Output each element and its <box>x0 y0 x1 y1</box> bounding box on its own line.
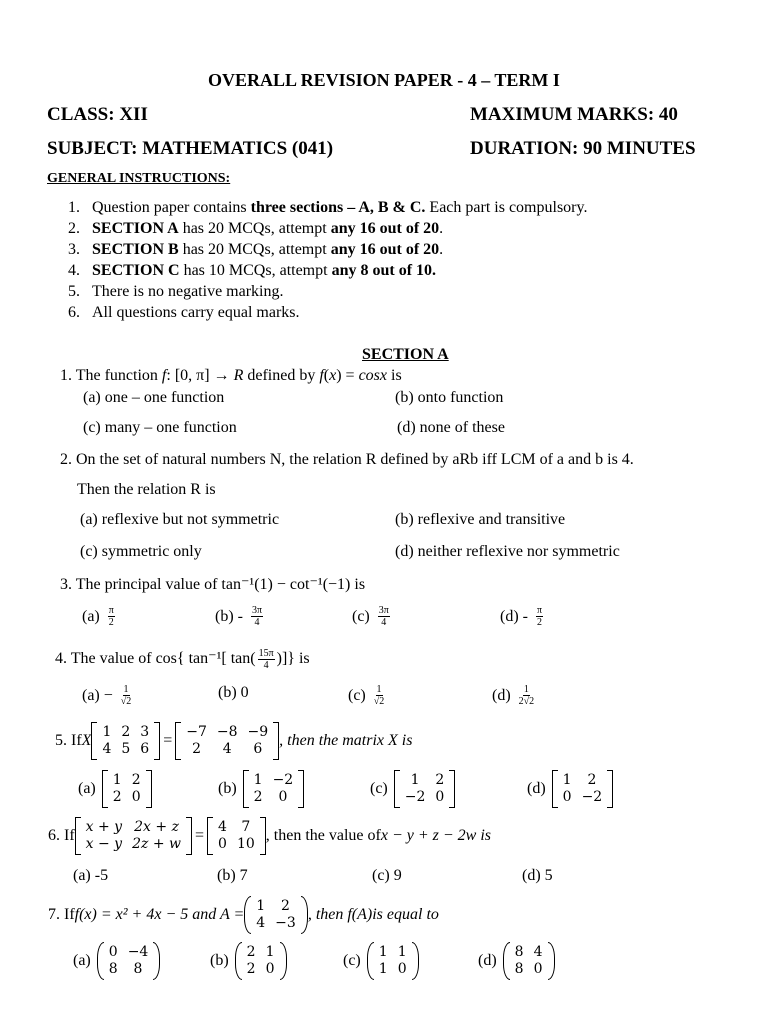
option-matrix <box>394 770 456 808</box>
instruction-text: any 8 out of 10. <box>331 262 437 279</box>
matrix-cell: 0 <box>278 789 288 805</box>
fraction-denominator: √2 <box>373 696 385 707</box>
matrix-table <box>104 944 154 978</box>
q7-option <box>478 942 555 980</box>
matrix-cell: 2 <box>246 961 256 977</box>
matrix-cell: 1 <box>102 724 112 740</box>
instruction-text: SECTION A <box>92 220 179 237</box>
q2-option-b: (b) reflexive and transitive <box>395 511 566 528</box>
q1-option-d: (d) none of these <box>397 419 505 436</box>
matrix-cell: 8 <box>514 961 524 977</box>
q6-right-matrix <box>207 817 266 855</box>
matrix-bracket-right <box>186 817 192 855</box>
matrix-cell: 2 <box>587 772 597 788</box>
matrix-cell: 0 <box>131 789 141 805</box>
matrix-cell: −3 <box>275 915 296 931</box>
matrix-table <box>181 724 273 758</box>
matrix-cell: 2 <box>253 789 263 805</box>
option-label: (a) <box>82 607 100 625</box>
q5-option <box>527 770 613 808</box>
subject-label: SUBJECT: MATHEMATICS (041) <box>47 138 334 159</box>
matrix-cell: 0 <box>218 836 227 852</box>
matrix-table <box>510 944 548 978</box>
matrix-bracket-left <box>244 896 251 934</box>
q2-option-a: (a) reflexive but not symmetric <box>80 511 280 528</box>
q7-matrix-a <box>244 896 308 934</box>
option-label: (b) 0 <box>218 684 249 701</box>
question-7: 7. If f(x) = x² + 4x − 5 and A = 1 2 4 −3 , then f(A)is equal to <box>48 896 439 934</box>
instruction-item <box>68 262 436 280</box>
option-label: (d) <box>527 780 546 797</box>
option-matrix <box>243 770 305 808</box>
fraction-denominator: 4 <box>381 617 387 628</box>
q6-option-a: (a) -5 <box>73 867 109 884</box>
option-label: (c) <box>343 952 361 969</box>
option-label: (c) <box>352 607 370 625</box>
matrix-cell: 2 <box>246 944 256 960</box>
q5-left-matrix <box>91 722 160 760</box>
instruction-number: 6. <box>68 304 80 321</box>
option-fraction <box>378 605 390 628</box>
matrix-table <box>97 724 154 758</box>
matrix-table <box>374 944 412 978</box>
matrix-cell: −2 <box>272 772 294 788</box>
matrix-cell: 1 <box>253 772 263 788</box>
option-label: (c) <box>348 686 366 704</box>
option-label: (a) <box>78 780 96 797</box>
instruction-item <box>68 283 284 301</box>
matrix-bracket-left <box>97 942 104 980</box>
matrix-bracket-left <box>503 942 510 980</box>
q2-option-d: (d) neither reflexive nor symmetric <box>395 543 620 560</box>
q4-option <box>348 684 386 707</box>
fraction-denominator: √2 <box>120 696 132 707</box>
matrix-table <box>108 772 146 806</box>
instruction-text: has 20 MCQs, attempt <box>178 241 331 258</box>
q1-option-c: (c) many – one function <box>83 419 237 436</box>
fraction-numerator: π <box>108 605 114 616</box>
matrix-table <box>400 772 450 806</box>
instruction-number: 1. <box>68 199 80 216</box>
matrix-bracket-right <box>548 942 555 980</box>
question-6: 6. If x + y 2x + z x − y 2z + w = 4 7 0 10 , then the value of x − y + z − 2w is <box>48 817 491 855</box>
option-matrix <box>552 770 614 808</box>
matrix-bracket-right <box>298 770 304 808</box>
matrix-table <box>213 819 260 853</box>
question-4: 4. The value of cos{ tan⁻¹[ tan( $\frac{15\pi}{4}$ )]} is <box>55 648 310 671</box>
option-label: (a) <box>73 952 91 969</box>
matrix-cell: 2 <box>112 789 122 805</box>
section-a-heading: SECTION A <box>362 346 449 363</box>
instruction-text: . <box>439 241 444 258</box>
matrix-cell: 8 <box>133 961 143 977</box>
question-2-line-2: Then the relation R is <box>77 481 216 498</box>
matrix-bracket-left <box>235 942 242 980</box>
question-2-line-1: 2. On the set of natural numbers N, the relation R defined by aRb iff LCM of a and b is 4. <box>60 451 634 468</box>
instruction-number: 2. <box>68 220 80 237</box>
matrix-table <box>251 898 301 932</box>
matrix-cell: 1 <box>265 944 275 960</box>
instruction-item <box>68 241 443 259</box>
q3-option <box>215 605 265 628</box>
matrix-bracket-right <box>412 942 419 980</box>
matrix-cell: −2 <box>404 789 426 805</box>
matrix-cell: x + y <box>85 819 123 835</box>
option-matrix <box>97 942 161 980</box>
instruction-text: has 10 MCQs, attempt <box>179 262 332 279</box>
matrix-cell: 10 <box>236 836 255 852</box>
option-label: (b) - <box>215 607 243 625</box>
instruction-text: There is no negative marking. <box>92 283 284 300</box>
instruction-text: any 16 out of 20 <box>330 220 440 237</box>
instruction-text: SECTION B <box>92 241 179 258</box>
fraction-numerator: 3π <box>378 605 389 616</box>
option-label: (b) <box>218 780 237 797</box>
matrix-bracket-right <box>607 770 613 808</box>
matrix-cell: 1 <box>378 944 388 960</box>
matrix-bracket-right <box>301 896 308 934</box>
option-label: (d) <box>478 952 497 969</box>
q3-option <box>352 605 392 628</box>
matrix-cell: 5 <box>121 741 131 757</box>
q6-left-matrix <box>75 817 192 855</box>
instruction-item <box>68 304 300 322</box>
matrix-cell: x − y <box>85 836 123 852</box>
matrix-cell: −4 <box>127 944 149 960</box>
matrix-cell: 1 <box>112 772 122 788</box>
matrix-cell: 2 <box>435 772 445 788</box>
instruction-text: has 20 MCQs, attempt <box>178 220 331 237</box>
matrix-cell: 8 <box>108 961 118 977</box>
matrix-bracket-right <box>154 722 160 760</box>
instruction-text: SECTION C <box>92 262 180 279</box>
fraction-denominator: 2 <box>537 617 543 628</box>
fraction-numerator: π <box>536 605 543 616</box>
option-label: (d) <box>492 686 511 704</box>
matrix-cell: 2 <box>131 772 141 788</box>
matrix-cell: 8 <box>514 944 524 960</box>
duration-label: DURATION: 90 MINUTES <box>470 138 696 159</box>
matrix-cell: 2 <box>192 741 202 757</box>
matrix-cell: 1 <box>562 772 572 788</box>
matrix-cell: 4 <box>218 819 227 835</box>
q5-right-matrix <box>175 722 279 760</box>
matrix-cell: 0 <box>108 944 118 960</box>
option-fraction <box>536 605 543 628</box>
fraction-denominator: 4 <box>254 617 260 628</box>
instruction-item <box>68 199 587 217</box>
matrix-cell: 1 <box>256 898 266 914</box>
option-fraction <box>108 605 115 628</box>
matrix-cell: 6 <box>140 741 150 757</box>
max-marks-label: MAXIMUM MARKS: 40 <box>470 104 678 125</box>
option-label: (a) − <box>82 686 113 704</box>
matrix-table <box>242 944 280 978</box>
q6-option-d: (d) 5 <box>522 867 553 884</box>
paper-title: OVERALL REVISION PAPER - 4 – TERM I <box>208 70 560 90</box>
question-1: 1. The function f: [0, π] → R defined by f(x) = cosx is <box>60 367 402 384</box>
option-fraction <box>374 684 385 707</box>
matrix-cell: −9 <box>247 724 269 740</box>
matrix-cell: 7 <box>241 819 251 835</box>
matrix-table <box>249 772 299 806</box>
instruction-text: Each part is compulsory. <box>425 199 588 216</box>
instruction-number: 5. <box>68 283 80 300</box>
instruction-text: three sections – A, B & C. <box>250 199 426 216</box>
matrix-cell: 4 <box>256 915 266 931</box>
fraction-numerator: 1 <box>376 684 382 695</box>
matrix-cell: 6 <box>253 741 263 757</box>
q4-fraction: $\frac{15\pi}{4}$ <box>258 648 274 671</box>
matrix-cell: 0 <box>533 961 543 977</box>
matrix-cell: 0 <box>397 961 407 977</box>
q6-option-b: (b) 7 <box>217 867 248 884</box>
option-label: (c) <box>370 780 388 797</box>
matrix-cell: −2 <box>581 789 603 805</box>
matrix-cell: 2x + z <box>134 819 179 835</box>
instruction-number: 4. <box>68 262 80 279</box>
matrix-cell: 0 <box>265 961 275 977</box>
matrix-cell: 2 <box>281 898 290 914</box>
option-fraction <box>519 684 535 707</box>
option-fraction <box>251 605 263 628</box>
fraction-denominator: 2√2 <box>518 696 535 707</box>
question-3: 3. The principal value of tan⁻¹(1) − cot⁻¹(−1) is <box>60 576 366 593</box>
option-fraction <box>121 684 132 707</box>
option-label: (b) <box>210 952 229 969</box>
q5-option <box>218 770 304 808</box>
matrix-table <box>81 819 186 853</box>
matrix-cell: 2 <box>121 724 131 740</box>
matrix-cell: 1 <box>378 961 388 977</box>
q3-option <box>82 605 117 628</box>
instruction-item <box>68 220 443 238</box>
q4-option <box>492 684 536 707</box>
matrix-bracket-right <box>146 770 152 808</box>
q1-option-b: (b) onto function <box>395 389 504 406</box>
matrix-cell: 0 <box>435 789 445 805</box>
q3-option <box>500 605 545 628</box>
instruction-number: 3. <box>68 241 80 258</box>
matrix-cell: 1 <box>397 944 407 960</box>
fraction-numerator: 1 <box>523 684 529 695</box>
matrix-cell: 0 <box>562 789 572 805</box>
matrix-bracket-left <box>367 942 374 980</box>
fraction-denominator: 2 <box>108 617 114 628</box>
question-5: 5. If X 1 2 3 4 5 6 = −7 −8 −9 2 4 6 , then the matrix X is <box>55 722 412 760</box>
q7-option <box>210 942 287 980</box>
matrix-cell: −8 <box>216 724 238 740</box>
option-matrix <box>235 942 287 980</box>
q7-option <box>343 942 419 980</box>
matrix-cell: −7 <box>186 724 207 740</box>
matrix-bracket-right <box>449 770 455 808</box>
instruction-text: . <box>439 220 444 237</box>
matrix-cell: 2z + w <box>132 836 181 852</box>
q4-option <box>218 684 255 702</box>
q2-option-c: (c) symmetric only <box>80 543 202 560</box>
option-matrix <box>503 942 555 980</box>
matrix-cell: 4 <box>533 944 543 960</box>
option-matrix <box>367 942 419 980</box>
matrix-bracket-right <box>153 942 160 980</box>
fraction-numerator: 1 <box>123 684 129 695</box>
option-matrix <box>102 770 152 808</box>
fraction-numerator: 3π <box>251 605 263 616</box>
instruction-text: All questions carry equal marks. <box>92 304 300 321</box>
option-label: (d) - <box>500 607 528 625</box>
q5-option <box>78 770 152 808</box>
matrix-cell: 4 <box>222 741 232 757</box>
instruction-text: Question paper contains <box>92 199 251 216</box>
matrix-table <box>558 772 608 806</box>
q1-option-a: (a) one – one function <box>83 389 225 406</box>
instruction-text: any 16 out of 20 <box>330 241 440 258</box>
class-label: CLASS: XII <box>47 104 148 125</box>
q6-option-c: (c) 9 <box>372 867 402 884</box>
q4-option <box>82 684 133 707</box>
matrix-cell: 1 <box>410 772 420 788</box>
matrix-cell: 3 <box>140 724 150 740</box>
q7-option <box>73 942 160 980</box>
matrix-bracket-right <box>280 942 287 980</box>
instructions-heading: GENERAL INSTRUCTIONS: <box>47 171 231 186</box>
q5-option <box>370 770 455 808</box>
matrix-cell: 4 <box>102 741 112 757</box>
